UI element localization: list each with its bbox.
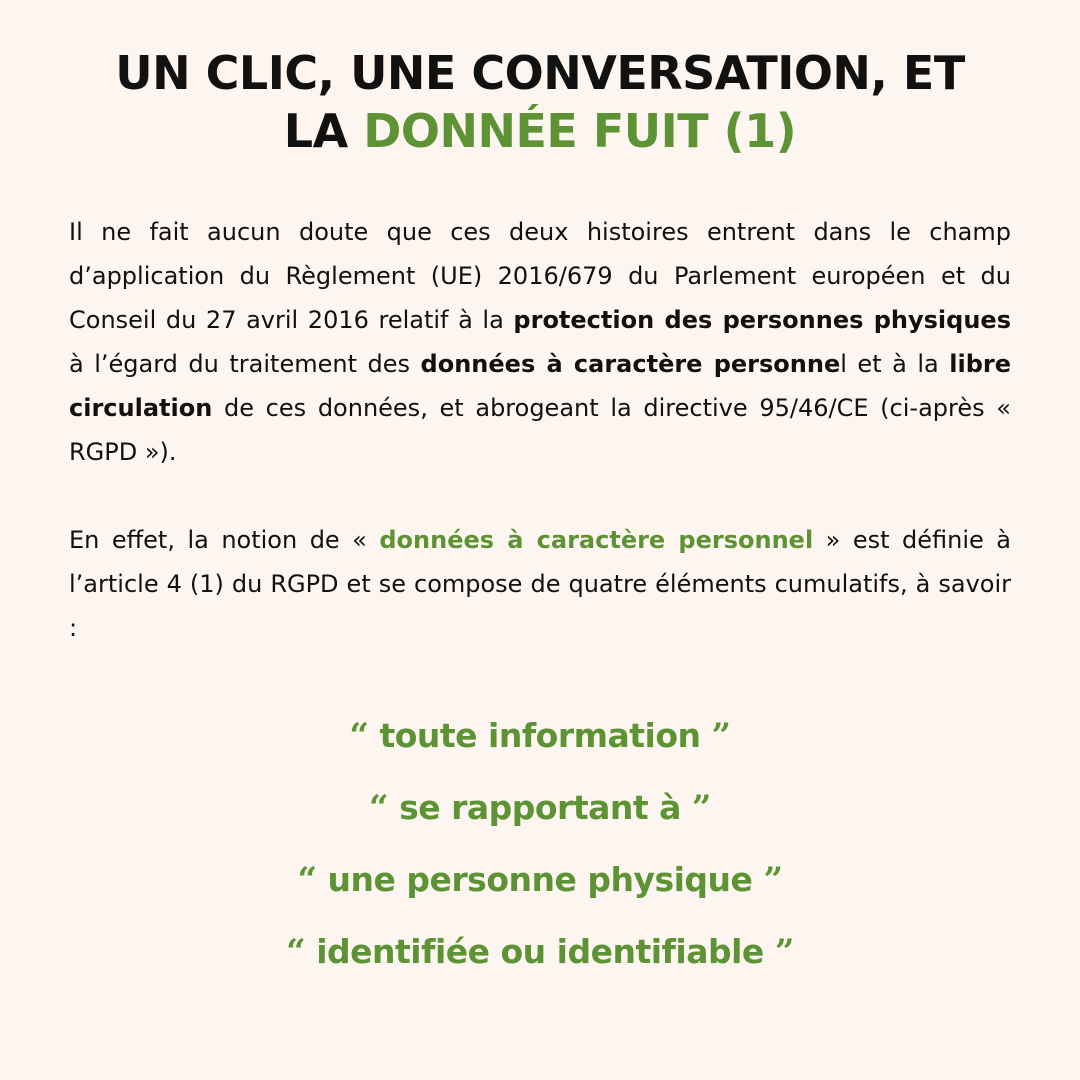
- p1-text-3: l et à la: [840, 350, 950, 378]
- element-text: identifiée ou identifiable: [316, 932, 764, 971]
- open-quote-icon: “: [297, 860, 317, 900]
- p1-text-1: Il ne fait aucun doute que ces deux histoires entrent dans le champ d’application du Règlement (UE) 2016/679 du Parlement européen et du Conseil du 27 avril 2016 relatif à la: [69, 218, 1011, 334]
- p1-text-2: à l’égard du traitement des: [69, 350, 421, 378]
- open-quote-icon: “: [349, 716, 369, 756]
- close-quote-icon: ”: [711, 716, 731, 756]
- p2-text-2: » est définie à l’article 4 (1) du RGPD et se compose de quatre éléments cumulatifs, à savoir :: [69, 526, 1011, 642]
- element-item: [0, 844, 1080, 916]
- close-quote-icon: ”: [763, 860, 783, 900]
- element-item: [0, 700, 1080, 772]
- close-quote-icon: ”: [691, 788, 711, 828]
- page-title: [0, 44, 1080, 160]
- title-line-2-accent: DONNÉE FUIT (1): [363, 104, 797, 158]
- open-quote-icon: “: [286, 932, 306, 972]
- title-line-1: UN CLIC, UNE CONVERSATION, ET: [115, 46, 965, 100]
- p2-text-1: En effet, la notion de «: [69, 526, 380, 554]
- p1-bold-1: protection des personnes physiques: [513, 306, 1011, 334]
- p1-bold-3: libre circulation: [69, 350, 1011, 422]
- element-text: une personne physique: [327, 860, 753, 899]
- element-item: [0, 916, 1080, 988]
- p1-bold-2: données à caractère personne: [420, 350, 841, 378]
- cumulative-elements-list: [0, 700, 1080, 988]
- open-quote-icon: “: [369, 788, 389, 828]
- element-text: toute information: [379, 716, 701, 755]
- close-quote-icon: ”: [774, 932, 794, 972]
- intro-paragraph: [69, 210, 1011, 474]
- p1-text-4: de ces données, et abrogeant la directive 95/46/CE (ci-après « RGPD »).: [69, 394, 1011, 466]
- definition-paragraph: [69, 518, 1011, 650]
- title-line-2-prefix: LA: [283, 104, 364, 158]
- element-item: [0, 772, 1080, 844]
- p2-highlight: données à caractère personnel: [379, 526, 814, 554]
- element-text: se rapportant à: [399, 788, 681, 827]
